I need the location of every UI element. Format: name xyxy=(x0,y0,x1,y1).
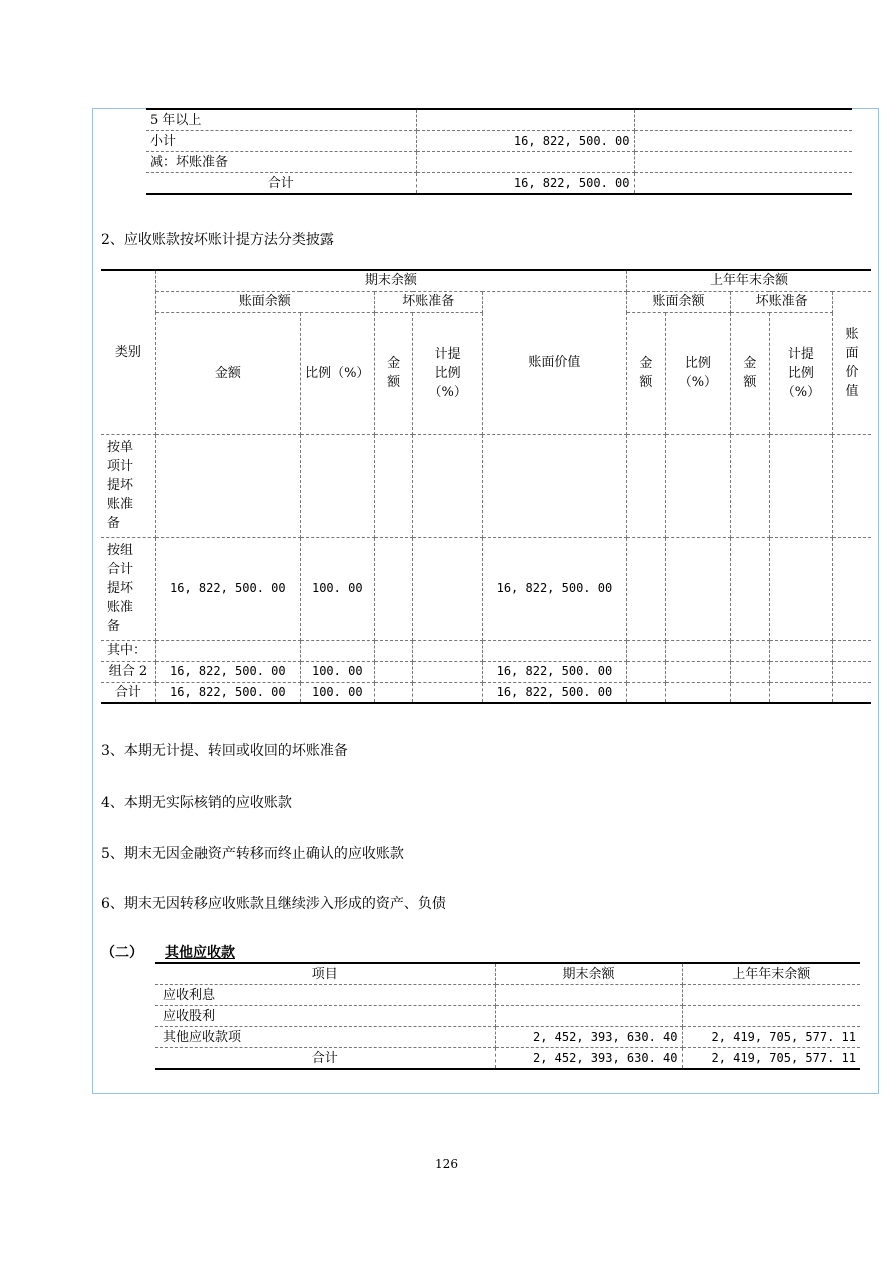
note-4: 4、本期无实际核销的应收账款 xyxy=(101,795,292,811)
table-row xyxy=(101,661,871,682)
header-end: 期末余额 xyxy=(495,963,682,985)
row-prior xyxy=(682,985,860,1006)
header-item: 项目 xyxy=(155,963,495,985)
header-ratio: 比例（%） xyxy=(300,312,374,434)
header-bad-debt: 坏账准备 xyxy=(374,291,482,312)
row-amount: 16, 822, 500. 00 xyxy=(155,661,300,682)
note-6: 6、期末无因转移应收账款且继续涉入形成的资产、负债 xyxy=(101,896,446,912)
header-prior-bd-amount: 金额 xyxy=(731,312,770,434)
row-ratio xyxy=(634,109,852,131)
row-book-value: 16, 822, 500. 00 xyxy=(482,682,626,703)
row-ratio xyxy=(634,152,852,173)
table-row xyxy=(101,640,871,661)
row-amount: 16, 822, 500. 00 xyxy=(155,537,300,640)
section-title xyxy=(101,942,235,962)
table-row xyxy=(101,291,871,312)
table-row xyxy=(155,1048,860,1070)
row-amount: 16, 822, 500. 00 xyxy=(416,131,634,152)
row-book-value: 16, 822, 500. 00 xyxy=(482,537,626,640)
note-5: 5、期末无因金融资产转移而终止确认的应收账款 xyxy=(101,846,404,862)
row-end xyxy=(495,1006,682,1027)
row-label: 减：坏账准备 xyxy=(146,152,416,173)
page-number: 126 xyxy=(435,1157,458,1171)
aging-table xyxy=(146,108,852,195)
row-end: 2, 452, 393, 630. 40 xyxy=(495,1048,682,1070)
table-row xyxy=(146,173,852,195)
row-ratio: 100. 00 xyxy=(300,661,374,682)
row-label: 其中： xyxy=(101,640,155,661)
header-book-balance: 账面余额 xyxy=(155,291,374,312)
row-amount: 16, 822, 500. 00 xyxy=(155,682,300,703)
section-title-text: 其他应收款 xyxy=(165,945,235,961)
header-bd-amount: 金额 xyxy=(374,312,413,434)
note-3: 3、本期无计提、转回或收回的坏账准备 xyxy=(101,743,348,759)
table-row xyxy=(101,537,871,640)
section-number: （二） xyxy=(101,945,143,961)
row-end xyxy=(495,985,682,1006)
row-book-value: 16, 822, 500. 00 xyxy=(482,661,626,682)
header-prior: 上年年末余额 xyxy=(682,963,860,985)
row-amount xyxy=(155,434,300,537)
table-row xyxy=(101,270,871,291)
row-ratio xyxy=(634,173,852,195)
row-prior xyxy=(682,1006,860,1027)
table-row xyxy=(101,682,871,703)
row-item: 应收股利 xyxy=(155,1006,495,1027)
row-label: 按单项计提坏账准备 xyxy=(101,434,155,537)
heading-2: 2、应收账款按坏账计提方法分类披露 xyxy=(101,232,334,248)
table-row xyxy=(146,131,852,152)
row-ratio xyxy=(634,131,852,152)
row-label: 组合 2 xyxy=(101,661,155,682)
header-book-value: 账面价值 xyxy=(482,291,626,434)
row-item: 合计 xyxy=(155,1048,495,1070)
header-prior-bd-ratio: 计提比例（%） xyxy=(769,312,832,434)
header-prior-ratio: 比例（%） xyxy=(665,312,730,434)
row-prior: 2, 419, 705, 577. 11 xyxy=(711,1050,856,1065)
row-prior: 2, 419, 705, 577. 11 xyxy=(682,1027,860,1048)
row-item: 其他应收款项 xyxy=(155,1027,495,1048)
row-ratio: 100. 00 xyxy=(300,682,374,703)
row-label: 5 年以上 xyxy=(146,109,416,131)
table-row xyxy=(146,152,852,173)
row-label: 合计 xyxy=(101,682,155,703)
header-prior-amount: 金额 xyxy=(626,312,665,434)
table-row xyxy=(155,985,860,1006)
row-amount xyxy=(416,152,634,173)
row-amount xyxy=(416,109,634,131)
header-amount: 金额 xyxy=(155,312,300,434)
row-label: 按组合计提坏账准备 xyxy=(101,537,155,640)
table-row xyxy=(155,963,860,985)
row-ratio xyxy=(300,434,374,537)
table-row xyxy=(155,1006,860,1027)
header-end-balance: 期末余额 xyxy=(155,270,626,291)
table-row xyxy=(101,434,871,537)
row-item: 应收利息 xyxy=(155,985,495,1006)
header-category: 类别 xyxy=(101,270,155,434)
row-label: 小计 xyxy=(146,131,416,152)
row-book-value xyxy=(482,434,626,537)
header-prior-balance: 上年年末余额 xyxy=(626,270,871,291)
header-book-balance-prior: 账面余额 xyxy=(626,291,730,312)
header-bd-ratio: 计提比例（%） xyxy=(413,312,482,434)
other-receivables-table xyxy=(155,962,860,1070)
row-amount: 16, 822, 500. 00 xyxy=(416,173,634,195)
header-prior-book-value: 账面价值 xyxy=(833,291,871,434)
row-label: 合计 xyxy=(146,173,416,195)
row-end: 2, 452, 393, 630. 40 xyxy=(495,1027,682,1048)
table-row xyxy=(146,109,852,131)
header-bad-debt-prior: 坏账准备 xyxy=(731,291,833,312)
row-ratio: 100. 00 xyxy=(300,537,374,640)
classification-table xyxy=(101,269,871,704)
table-row xyxy=(155,1027,860,1048)
